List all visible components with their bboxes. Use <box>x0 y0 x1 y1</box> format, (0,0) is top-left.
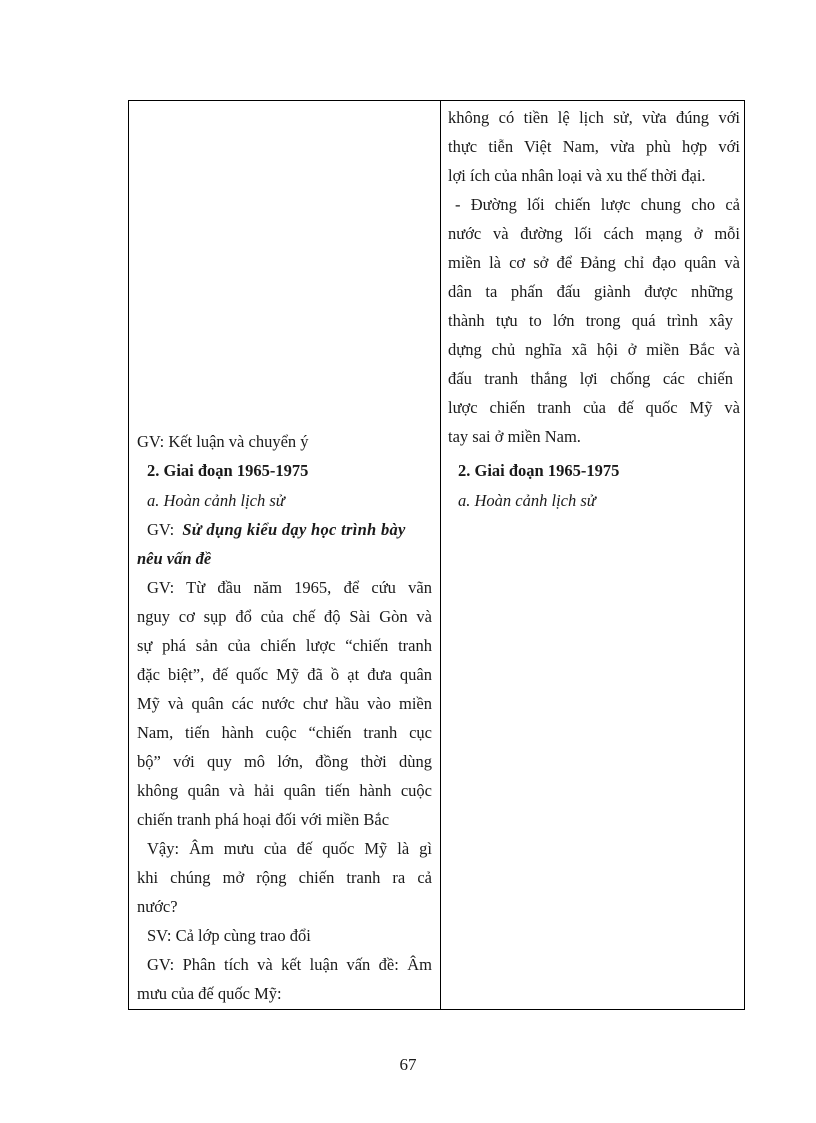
text-line: không có tiền lệ lịch sử, vừa đúng với <box>448 108 740 127</box>
text-line: thực tiễn Việt Nam, vừa phù hợp với <box>448 137 740 156</box>
text-line: Nam, tiến hành cuộc “chiến tranh cục <box>137 723 432 742</box>
text-line: dựng chủ nghĩa xã hội ở miền Bắc và <box>448 340 740 359</box>
method-name: Sử dụng kiểu dạy học trình bày <box>182 520 406 539</box>
text-line: Vậy: Âm mưu của đế quốc Mỹ là gì <box>147 839 432 858</box>
section-heading: 2. Giai đoạn 1965-1975 <box>458 461 620 480</box>
text-line: không quân và hải quân tiến hành cuộc <box>137 781 432 800</box>
text-line: nguy cơ sụp đổ của chế độ Sài Gòn và <box>137 607 432 626</box>
text-line: tay sai ở miền Nam. <box>448 427 581 446</box>
text-line: SV: Cả lớp cùng trao đổi <box>147 926 311 945</box>
text-line: - Đường lối chiến lược chung cho cả <box>455 195 740 214</box>
section-heading: 2. Giai đoạn 1965-1975 <box>147 461 309 480</box>
text-line: đặc biệt”, đế quốc Mỹ đã ồ ạt đưa quân <box>137 665 432 684</box>
method-line <box>147 520 432 540</box>
text-line: dân ta phấn đấu giành được những <box>448 282 733 301</box>
text-line: GV: Từ đầu năm 1965, để cứu vãn <box>147 578 432 597</box>
lesson-table <box>128 100 745 1010</box>
subsection-heading: a. Hoàn cảnh lịch sử <box>147 491 285 510</box>
text-line: lợi ích của nhân loại và xu thế thời đại. <box>448 166 706 185</box>
text-line: bộ” với quy mô lớn, đồng thời dùng <box>137 752 432 771</box>
text-line: khi chúng mở rộng chiến tranh ra cả <box>137 868 432 887</box>
text-line: nước và đường lối cách mạng ở mỗi <box>448 224 740 243</box>
method-prefix: GV: <box>147 520 175 539</box>
content-column <box>441 101 744 1009</box>
text-line: đấu tranh thắng lợi chống các chiến <box>448 369 733 388</box>
text-line: Mỹ và quân các nước chư hầu vào miền <box>137 694 432 713</box>
text-line: mưu của đế quốc Mỹ: <box>137 984 282 1003</box>
text-line: chiến tranh phá hoại đối với miền Bắc <box>137 810 390 829</box>
subsection-heading: a. Hoàn cảnh lịch sử <box>458 491 596 510</box>
text-line: GV: Phân tích và kết luận vấn đề: Âm <box>147 955 432 974</box>
text-line: miền là cơ sở để Đảng chỉ đạo quân và <box>448 253 740 272</box>
teacher-activity-column <box>129 101 441 1009</box>
text-line: nước? <box>137 897 178 916</box>
method-name-cont: nêu vấn đề <box>137 549 212 568</box>
page-number: 67 <box>399 1055 417 1074</box>
text-line: thành tựu to lớn trong quá trình xây <box>448 311 733 330</box>
text-line: sự phá sản của chiến lược “chiến tranh <box>137 636 432 655</box>
text-line: lược chiến tranh của đế quốc Mỹ và <box>448 398 740 417</box>
text-line: GV: Kết luận và chuyển ý <box>137 432 309 451</box>
